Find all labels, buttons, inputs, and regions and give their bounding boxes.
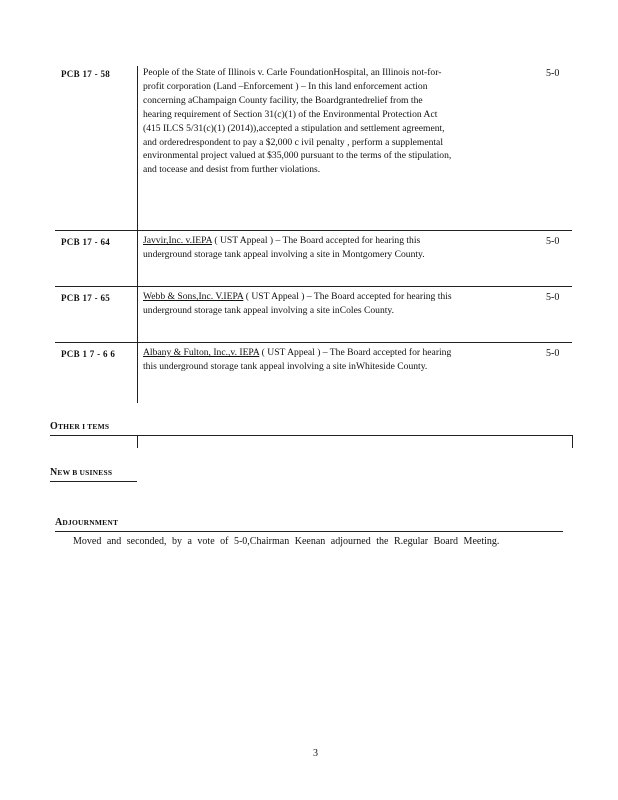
- section-rule: [50, 435, 573, 436]
- heading-other-items: OTHER I TEMS: [50, 421, 110, 432]
- case-description: [143, 346, 453, 374]
- table-row-divider: [55, 342, 572, 343]
- table-row-divider: [55, 286, 572, 287]
- adjournment-text: Moved and seconded, by a vote of 5-0,Chairman Keenan adjourned the R.egular Board Meeting.: [73, 536, 500, 547]
- case-vote: 5-0: [546, 348, 560, 359]
- heading-new-business: NEW B USINESS: [50, 467, 113, 478]
- case-description: [143, 234, 453, 262]
- table-column-divider: [137, 66, 138, 403]
- section-rule: [50, 481, 137, 482]
- case-vote: 5-0: [546, 68, 560, 79]
- table-column-divider: [137, 435, 138, 448]
- table-edge: [572, 435, 573, 448]
- page-number: 3: [313, 748, 318, 759]
- case-text: People of the State of Illinois v. Carle FoundationHospital, an Illinois not-for-profit corporation (Land –Enforcement ) – In this land enforcement action concerning aChampaign County facility, the Boardgrantedrelief from the hearing requirement of Section 31(c)(1) of the Environmental Protection Act (415 ILCS 5/31(c)(1) (2014)),accepted a stipulation and settlement agreement, and orderedrespondent to pay a $2,000 c ivil penalty , perform a supplemental environmental project valued at $35,000 pursuant to the terms of the stipulation, and tocease and desist from further violations.: [143, 67, 452, 176]
- case-vote: 5-0: [546, 292, 560, 303]
- case-vote: 5-0: [546, 236, 560, 247]
- case-number: PCB 17 - 64: [61, 237, 111, 247]
- case-text: ( UST Appeal ) – The Board accepted for hearing this underground storage tank appeal involving a site in Montgomery County.: [143, 235, 425, 260]
- case-number: PCB 17 - 65: [61, 293, 111, 303]
- heading-adjournment: ADJOURNMENT: [55, 517, 119, 528]
- table-row-divider: [55, 230, 572, 231]
- case-number: PCB 17 - 58: [61, 69, 111, 79]
- case-caption: Webb & Sons,Inc. V.IEPA: [143, 291, 244, 302]
- case-description: [143, 290, 453, 318]
- case-number: PCB 1 7 - 6 6: [61, 349, 116, 359]
- case-text: ( UST Appeal ) – The Board accepted for hearing this underground storage tank appeal involving a site inWhiteside County.: [143, 347, 452, 372]
- case-caption: Javvir,Inc. v.IEPA: [143, 235, 212, 246]
- case-caption: Albany & Fulton, Inc.,v. IEPA: [143, 347, 260, 358]
- case-text: ( UST Appeal ) – The Board accepted for hearing this underground storage tank appeal involving a site inColes County.: [143, 291, 452, 316]
- case-description: [143, 66, 453, 177]
- section-rule: [55, 531, 563, 532]
